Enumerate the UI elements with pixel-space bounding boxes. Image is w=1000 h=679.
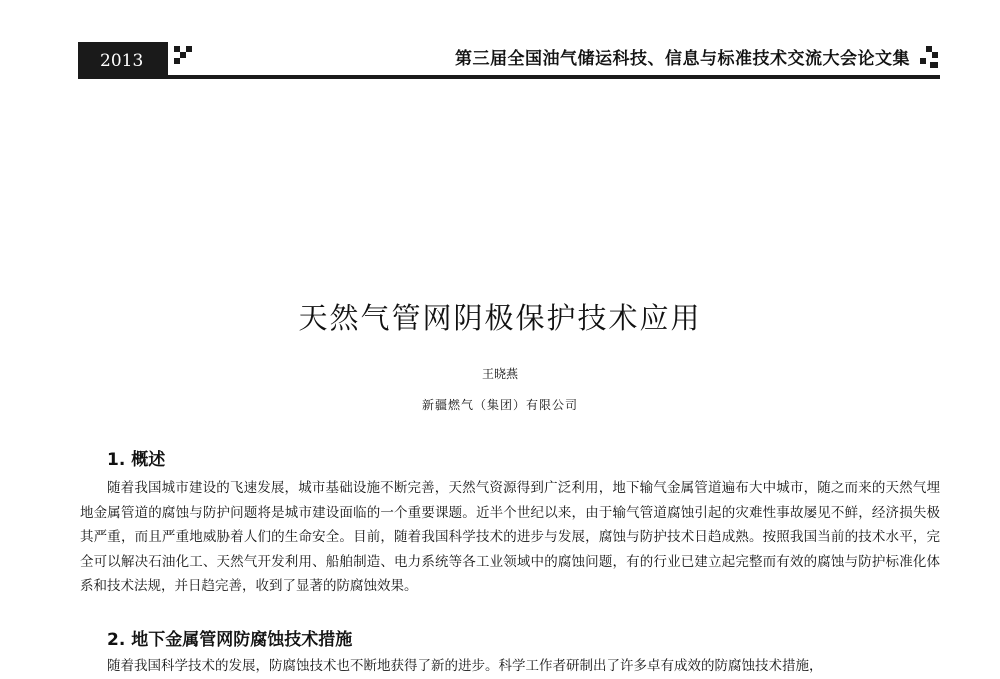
author-affiliation: 新疆燃气（集团）有限公司 — [421, 398, 578, 412]
section-heading-anticorrosion: 2. 地下金属管网防腐蚀技术措施 — [107, 630, 353, 650]
article-title: 天然气管网阴极保护技术应用 — [298, 301, 702, 335]
section-heading-overview: 1. 概述 — [107, 450, 166, 470]
header-right-decoration — [920, 46, 940, 68]
proceedings-title: 第三届全国油气储运科技、信息与标准技术交流大会论文集 — [455, 49, 910, 69]
header-rule — [78, 75, 940, 79]
running-header — [78, 42, 940, 78]
author-name: 王晓燕 — [481, 367, 518, 381]
header-year: 2013 — [78, 42, 168, 78]
section-paragraph-overview: 随着我国城市建设的飞速发展，城市基础设施不断完善，天然气资源得到广泛利用，地下输气金属管道遍布大中城市，随之而来的天然气埋地金属管道的腐蚀与防护问题将是城市建设面临的一个重要课题。近半个世纪以来，由于输气管道腐蚀引起的灾难性事故屡见不鲜，经济损失极其严重，而且严重地威胁着人们的生命安全。目前，随着我国科学技术的进步与发展，腐蚀与防护技术日趋成熟。按照我国当前的技术水平，完全可以解决石油化工、天然气开发利用、船舶制造、电力系统等各工业领域中的腐蚀问题，有的行业已建立起完整而有效的腐蚀与防护标准化体系和技术法规，并日趋完善，收到了显著的防腐蚀效果。 — [80, 480, 940, 594]
header-left-decoration — [174, 46, 194, 66]
section-paragraph-anticorrosion: 随着我国科学技术的发展，防腐蚀技术也不断地获得了新的进步。科学工作者研制出了许多卓有成效的防腐蚀技术措施， — [107, 658, 823, 674]
